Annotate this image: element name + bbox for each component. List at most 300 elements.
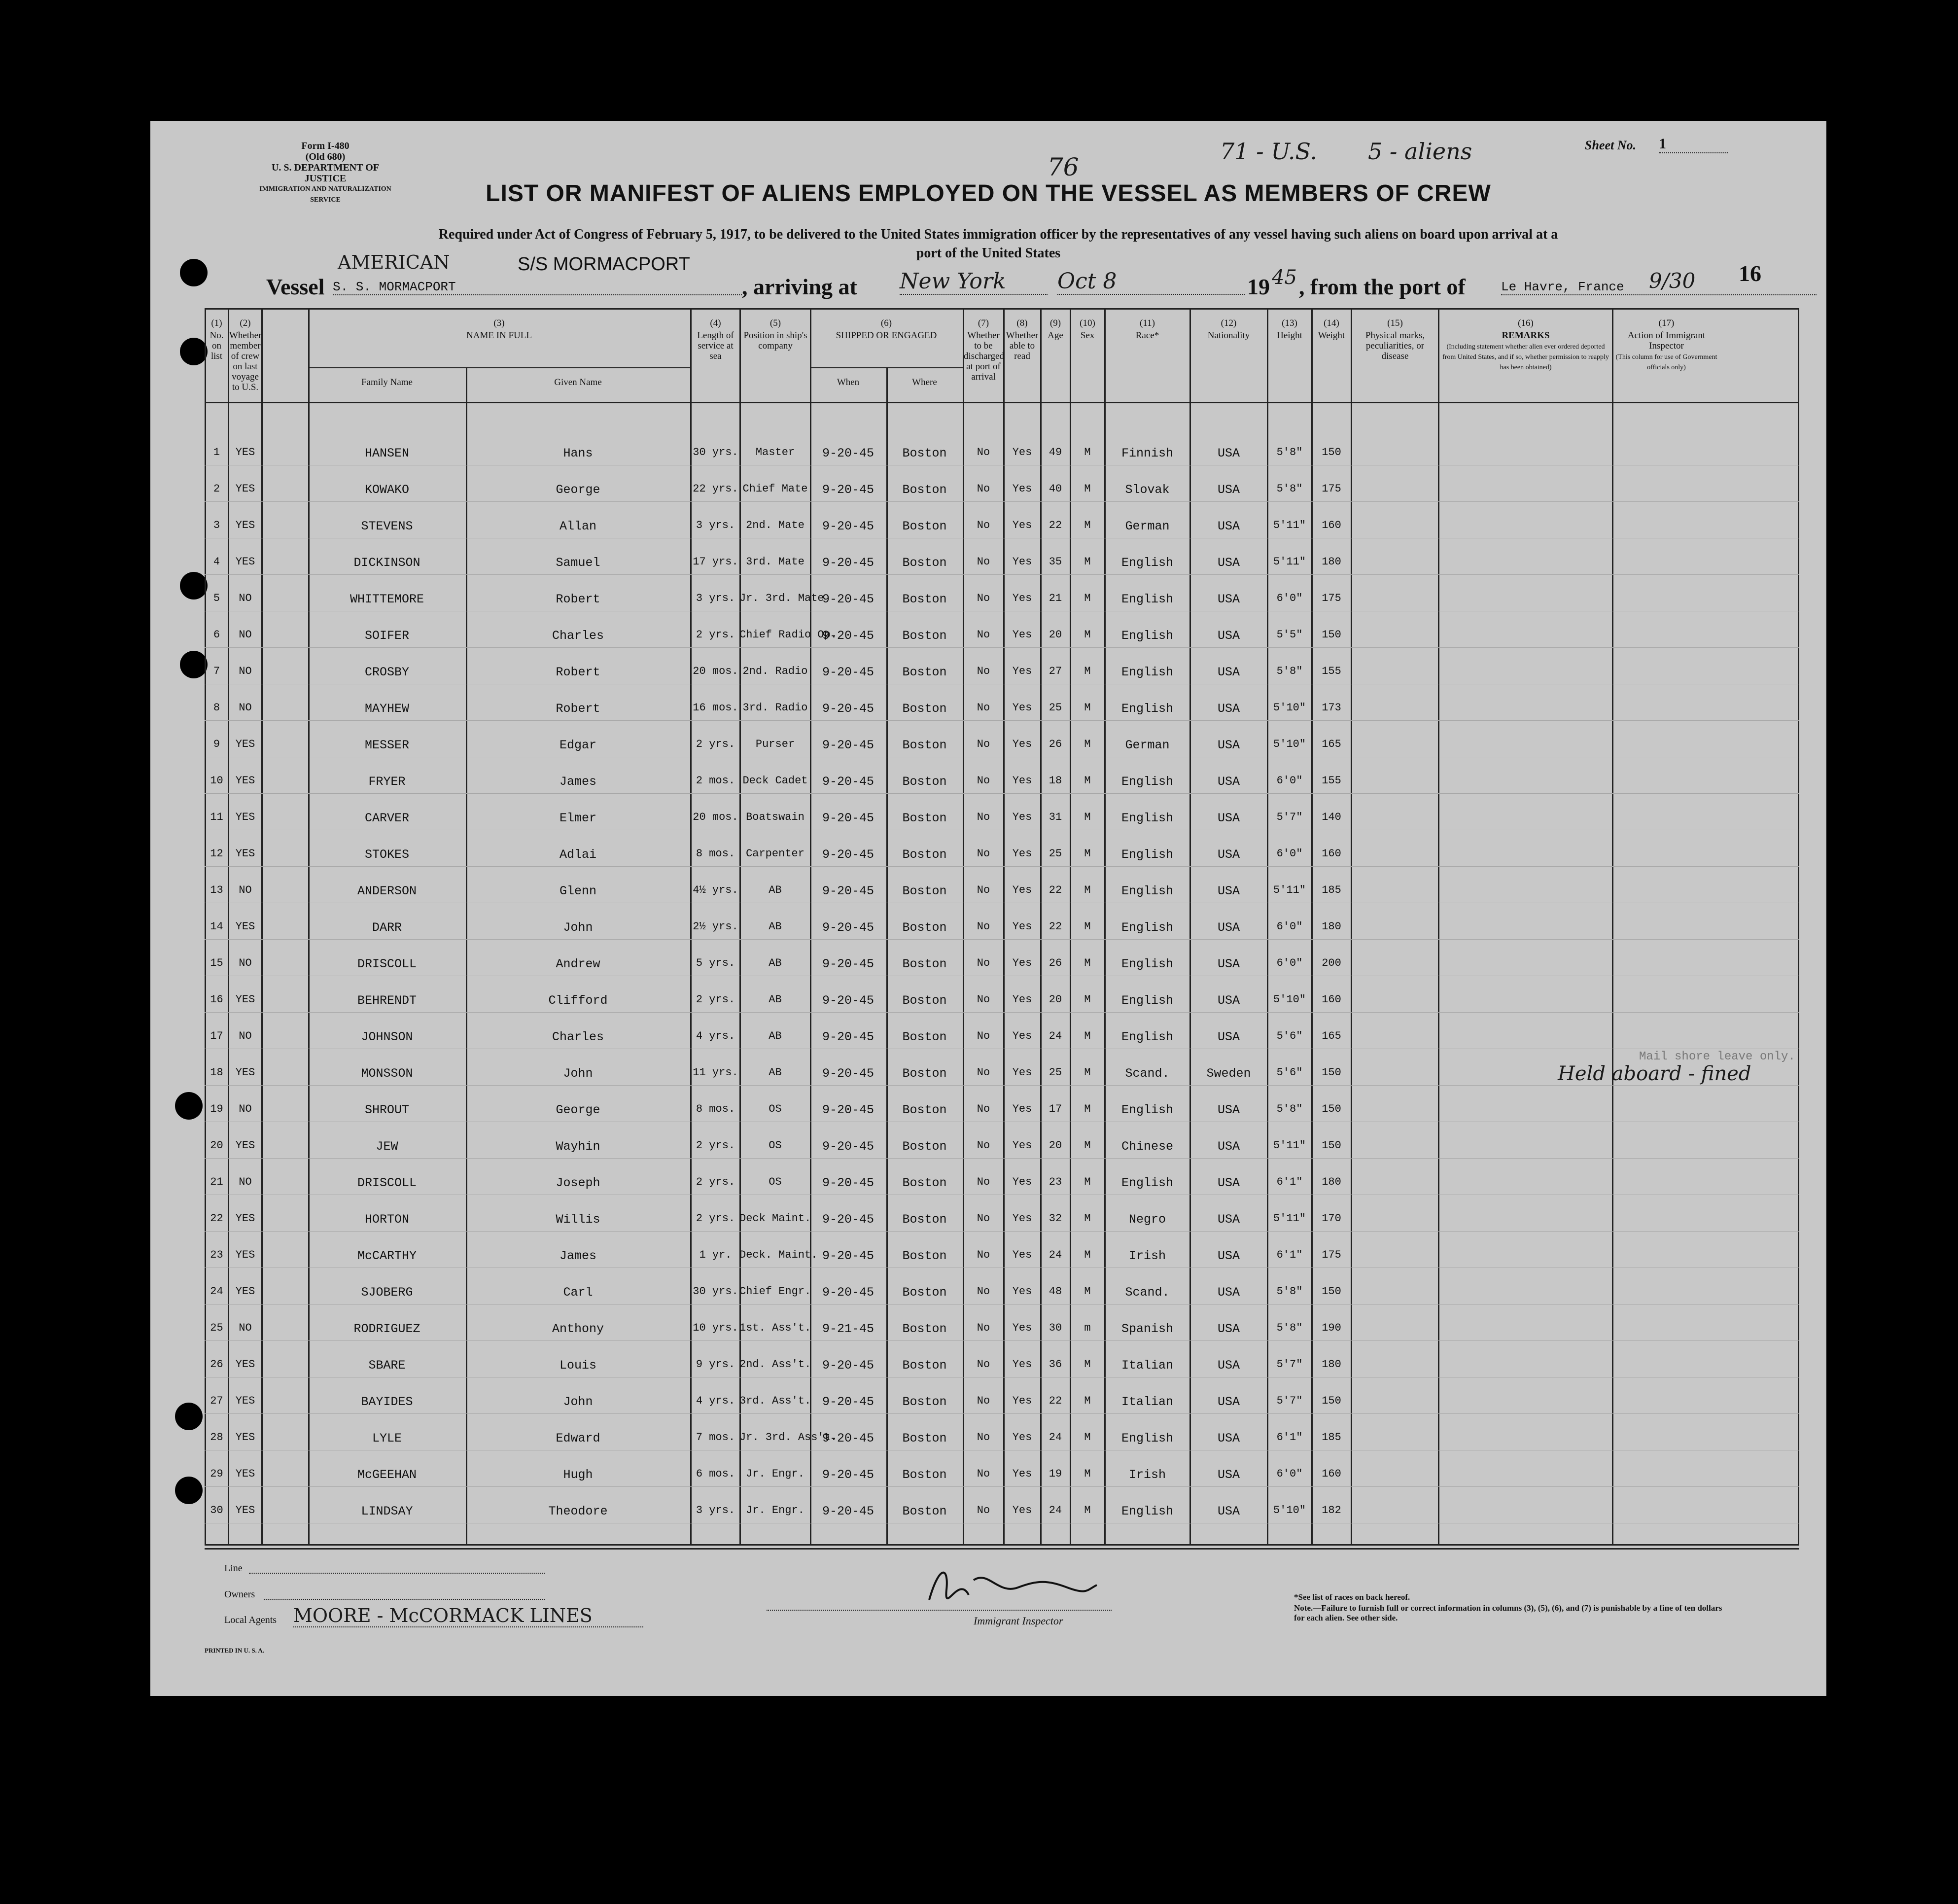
cell-given-name: Louis <box>559 1358 596 1373</box>
cell-no: 28 <box>210 1431 223 1444</box>
note-label: Note. <box>1294 1603 1313 1613</box>
punch-hole <box>180 259 208 286</box>
cell-sex: M <box>1084 519 1091 531</box>
cell-weight: 173 <box>1322 702 1341 714</box>
cell-when: 9-20-45 <box>822 483 874 497</box>
cell-discharged: No <box>977 1504 990 1516</box>
cell-sex: M <box>1084 702 1091 714</box>
cell-nationality: USA <box>1217 665 1240 679</box>
col-header-sex <box>1071 318 1104 341</box>
manifest-subtitle-2: port of the United States <box>916 246 1061 261</box>
cell-when: 9-20-45 <box>822 775 874 789</box>
cell-weight: 185 <box>1322 1431 1341 1444</box>
cell-discharged: No <box>977 629 990 641</box>
cell-height: 5'11" <box>1273 556 1306 568</box>
cell-where: Boston <box>902 811 947 825</box>
cell-discharged: No <box>977 1176 990 1188</box>
cell-where: Boston <box>902 1322 947 1336</box>
cell-when: 9-20-45 <box>822 446 874 460</box>
cell-family-name: KOWAKO <box>364 483 409 497</box>
cell-discharged: No <box>977 1358 990 1371</box>
remark-handwritten: Held aboard - fined <box>1558 1062 1751 1085</box>
handwritten-total: 76 <box>1048 153 1079 181</box>
cell-last-voyage: NO <box>239 665 252 677</box>
cell-age: 24 <box>1049 1504 1062 1516</box>
cell-read: Yes <box>1012 1504 1032 1516</box>
cell-given-name: Robert <box>556 702 600 716</box>
cell-nationality: USA <box>1217 993 1240 1008</box>
col-header-last-voyage <box>229 318 261 392</box>
cell-nationality: USA <box>1217 1431 1240 1446</box>
year-suffix: 45 <box>1272 266 1297 289</box>
cell-sex: M <box>1084 1139 1091 1152</box>
cell-age: 32 <box>1049 1212 1062 1225</box>
cell-given-name: Andrew <box>556 957 600 971</box>
handwritten-us-count: 71 - U.S. <box>1220 138 1317 165</box>
row-rule <box>205 647 1799 648</box>
cell-nationality: USA <box>1217 1322 1240 1336</box>
cell-read: Yes <box>1012 1030 1032 1042</box>
cell-nationality: USA <box>1217 1176 1240 1190</box>
cell-where: Boston <box>902 556 947 570</box>
cell-when: 9-20-45 <box>822 592 874 606</box>
cell-position: 1st. Ass't. <box>739 1322 811 1334</box>
cell-family-name: SJOBERG <box>361 1285 413 1300</box>
cell-where: Boston <box>902 1212 947 1227</box>
cell-sex: M <box>1084 1249 1091 1261</box>
cell-weight: 150 <box>1322 1103 1341 1115</box>
col-label: Race* <box>1135 330 1159 341</box>
cell-no: 21 <box>210 1176 223 1188</box>
line-label: Line <box>224 1563 243 1574</box>
cell-where: Boston <box>902 1030 947 1044</box>
cell-read: Yes <box>1012 702 1032 714</box>
cell-sex: M <box>1084 1468 1091 1480</box>
cell-discharged: No <box>977 1395 990 1407</box>
cell-discharged: No <box>977 1285 990 1298</box>
cell-nationality: USA <box>1217 1139 1240 1154</box>
cell-service: 20 mos. <box>693 811 738 823</box>
fine-note <box>1294 1603 1728 1623</box>
cell-family-name: BEHRENDT <box>357 993 417 1008</box>
cell-weight: 155 <box>1322 775 1341 787</box>
cell-family-name: SHROUT <box>364 1103 409 1117</box>
cell-read: Yes <box>1012 556 1032 568</box>
cell-sex: M <box>1084 1395 1091 1407</box>
col-num: (15) <box>1387 318 1403 328</box>
cell-when: 9-20-45 <box>822 1468 874 1482</box>
cell-age: 24 <box>1049 1249 1062 1261</box>
cell-age: 19 <box>1049 1468 1062 1480</box>
printed-in: PRINTED IN U. S. A. <box>205 1647 264 1654</box>
cell-discharged: No <box>977 1431 990 1444</box>
header-divider <box>205 402 1799 403</box>
cell-weight: 160 <box>1322 847 1341 860</box>
cell-when: 9-20-45 <box>822 1395 874 1409</box>
cell-height: 5'5" <box>1276 629 1303 641</box>
punch-hole <box>175 1403 203 1430</box>
cell-sex: M <box>1084 1358 1091 1371</box>
cell-no: 9 <box>213 738 220 750</box>
cell-read: Yes <box>1012 1431 1032 1444</box>
remark-typed: Mail shore leave only. <box>1639 1050 1795 1063</box>
cell-race: Finnish <box>1121 446 1174 460</box>
cell-last-voyage: YES <box>235 1504 255 1516</box>
cell-given-name: Glenn <box>559 884 596 898</box>
col-label: Action of Immigrant Inspector <box>1627 330 1706 351</box>
cell-no: 10 <box>210 775 223 787</box>
cell-position: 3rd. Mate <box>746 556 804 568</box>
cell-race: English <box>1121 811 1174 825</box>
cell-given-name: John <box>563 1066 593 1081</box>
cell-when: 9-20-45 <box>822 811 874 825</box>
cell-last-voyage: YES <box>235 1358 255 1371</box>
inspector-signature <box>919 1560 1107 1615</box>
row-rule <box>205 1231 1799 1232</box>
arriving-label: , arriving at <box>742 274 857 299</box>
cell-where: Boston <box>902 1358 947 1373</box>
cell-when: 9-20-45 <box>822 1431 874 1446</box>
cell-service: 17 yrs. <box>693 556 738 568</box>
col-sublabel: (This column for use of Government officials only) <box>1615 353 1717 371</box>
cell-race: German <box>1125 519 1170 533</box>
cell-where: Boston <box>902 1249 947 1263</box>
cell-given-name: Adlai <box>559 847 596 862</box>
cell-nationality: USA <box>1217 775 1240 789</box>
cell-where: Boston <box>902 1139 947 1154</box>
cell-race: English <box>1121 1431 1174 1446</box>
cell-race: Spanish <box>1121 1322 1174 1336</box>
cell-sex: M <box>1084 1030 1091 1042</box>
cell-age: 20 <box>1049 1139 1062 1152</box>
cell-weight: 170 <box>1322 1212 1341 1225</box>
vessel-label: Vessel <box>266 274 325 299</box>
cell-last-voyage: NO <box>239 1322 252 1334</box>
cell-family-name: SBARE <box>368 1358 406 1373</box>
cell-nationality: USA <box>1217 483 1240 497</box>
cell-no: 3 <box>213 519 220 531</box>
row-rule <box>205 1486 1799 1487</box>
cell-family-name: BAYIDES <box>361 1395 413 1409</box>
cell-given-name: Joseph <box>556 1176 600 1190</box>
cell-read: Yes <box>1012 1358 1032 1371</box>
col-num: (12) <box>1221 318 1237 328</box>
cell-read: Yes <box>1012 1212 1032 1225</box>
cell-sex: M <box>1084 556 1091 568</box>
column-divider <box>1612 308 1613 1546</box>
cell-position: Jr. Engr. <box>746 1468 804 1480</box>
col-header-discharged <box>964 318 1003 382</box>
cell-read: Yes <box>1012 920 1032 933</box>
cell-family-name: SOIFER <box>364 629 409 643</box>
cell-read: Yes <box>1012 957 1032 969</box>
cell-given-name: Wayhin <box>556 1139 600 1154</box>
cell-nationality: USA <box>1217 884 1240 898</box>
cell-last-voyage: YES <box>235 738 255 750</box>
cell-last-voyage: YES <box>235 519 255 531</box>
cell-where: Boston <box>902 1066 947 1081</box>
cell-nationality: USA <box>1217 592 1240 606</box>
cell-read: Yes <box>1012 665 1032 677</box>
col-label: REMARKS <box>1502 330 1550 341</box>
cell-where: Boston <box>902 920 947 935</box>
cell-discharged: No <box>977 811 990 823</box>
cell-given-name: Carl <box>563 1285 593 1300</box>
cell-nationality: USA <box>1217 446 1240 460</box>
cell-no: 7 <box>213 665 220 677</box>
note-text: —Failure to furnish full or correct information in columns (3), (5), (6), and (7) is punishable by a fine of ten dollars for each alien. See other side. <box>1294 1603 1722 1622</box>
arriving-port: New York <box>900 269 1048 295</box>
cell-position: Carpenter <box>746 847 804 860</box>
punch-hole <box>180 572 208 599</box>
cell-discharged: No <box>977 884 990 896</box>
cell-nationality: USA <box>1217 1395 1240 1409</box>
cell-position: OS <box>769 1176 782 1188</box>
cell-height: 6'0" <box>1276 957 1303 969</box>
cell-position: AB <box>769 957 782 969</box>
cell-age: 24 <box>1049 1431 1062 1444</box>
vessel-name-stamp: S/S MORMACPORT <box>518 254 690 275</box>
cell-height: 5'10" <box>1273 993 1306 1006</box>
cell-where: Boston <box>902 483 947 497</box>
cell-service: 1 yr. <box>699 1249 732 1261</box>
cell-when: 9-20-45 <box>822 1139 874 1154</box>
cell-where: Boston <box>902 1176 947 1190</box>
cell-position: 2nd. Radio <box>742 665 808 677</box>
cell-nationality: USA <box>1217 920 1240 935</box>
cell-height: 5'11" <box>1273 519 1306 531</box>
cell-last-voyage: YES <box>235 1249 255 1261</box>
cell-read: Yes <box>1012 884 1032 896</box>
races-note: *See list of races on back hereof. <box>1294 1592 1410 1602</box>
cell-where: Boston <box>902 1285 947 1300</box>
cell-no: 16 <box>210 993 223 1006</box>
cell-weight: 200 <box>1322 957 1341 969</box>
cell-age: 21 <box>1049 592 1062 604</box>
row-rule <box>205 1340 1799 1341</box>
cell-last-voyage: YES <box>235 1468 255 1480</box>
punch-hole <box>175 1092 203 1120</box>
cell-nationality: USA <box>1217 1212 1240 1227</box>
cell-family-name: WHITTEMORE <box>350 592 424 606</box>
cell-sex: M <box>1084 993 1091 1006</box>
cell-nationality: USA <box>1217 1468 1240 1482</box>
cell-when: 9-20-45 <box>822 993 874 1008</box>
form-number: Form I-480 <box>301 141 350 151</box>
line-field <box>249 1573 545 1574</box>
cell-last-voyage: YES <box>235 1139 255 1152</box>
cell-height: 6'1" <box>1276 1431 1303 1444</box>
cell-race: Negro <box>1128 1212 1166 1227</box>
cell-service: 2 yrs. <box>696 993 735 1006</box>
cell-race: Irish <box>1128 1468 1166 1482</box>
cell-age: 25 <box>1049 847 1062 860</box>
cell-age: 20 <box>1049 993 1062 1006</box>
cell-no: 14 <box>210 920 223 933</box>
cell-service: 4½ yrs. <box>693 884 738 896</box>
cell-position: AB <box>769 884 782 896</box>
row-rule <box>205 866 1799 867</box>
cell-service: 22 yrs. <box>693 483 738 495</box>
cell-read: Yes <box>1012 519 1032 531</box>
cell-nationality: USA <box>1217 1285 1240 1300</box>
cell-height: 5'7" <box>1276 1358 1303 1371</box>
col-header-read <box>1004 318 1040 361</box>
col-label: Position in ship's company <box>743 330 807 351</box>
cell-age: 40 <box>1049 483 1062 495</box>
cell-race: English <box>1121 1103 1174 1117</box>
row-rule <box>205 1158 1799 1159</box>
cell-read: Yes <box>1012 1103 1032 1115</box>
cell-sex: M <box>1084 811 1091 823</box>
cell-given-name: Willis <box>556 1212 600 1227</box>
cell-discharged: No <box>977 738 990 750</box>
col-label: Whether able to read <box>1006 330 1039 361</box>
cell-race: Scand. <box>1125 1066 1170 1081</box>
cell-height: 5'7" <box>1276 811 1303 823</box>
cell-race: English <box>1121 1504 1174 1518</box>
col-header-age <box>1041 318 1070 341</box>
cell-position: OS <box>769 1103 782 1115</box>
cell-read: Yes <box>1012 1066 1032 1079</box>
cell-weight: 182 <box>1322 1504 1341 1516</box>
cell-when: 9-20-45 <box>822 519 874 533</box>
cell-last-voyage: YES <box>235 775 255 787</box>
cell-when: 9-20-45 <box>822 1212 874 1227</box>
cell-when: 9-20-45 <box>822 1066 874 1081</box>
cell-read: Yes <box>1012 1176 1032 1188</box>
cell-when: 9-20-45 <box>822 847 874 862</box>
cell-service: 3 yrs. <box>696 592 735 604</box>
cell-given-name: Clifford <box>548 993 608 1008</box>
cell-position: 2nd. Mate <box>746 519 804 531</box>
cell-last-voyage: YES <box>235 1395 255 1407</box>
cell-nationality: USA <box>1217 1103 1240 1117</box>
cell-family-name: CROSBY <box>364 665 409 679</box>
cell-position: Deck. Maint. <box>739 1249 818 1261</box>
col-subheader-where: Where <box>912 377 937 388</box>
cell-where: Boston <box>902 884 947 898</box>
cell-last-voyage: NO <box>239 1103 252 1115</box>
col-num: (14) <box>1324 318 1339 328</box>
page-number: 16 <box>1739 261 1761 286</box>
owners-field <box>264 1599 545 1600</box>
cell-service: 20 mos. <box>693 665 738 677</box>
cell-weight: 175 <box>1322 1249 1341 1261</box>
cell-height: 6'1" <box>1276 1176 1303 1188</box>
col-header-no <box>206 318 228 361</box>
cell-position: OS <box>769 1139 782 1152</box>
cell-race: English <box>1121 592 1174 606</box>
cell-race: English <box>1121 993 1174 1008</box>
cell-no: 26 <box>210 1358 223 1371</box>
cell-when: 9-21-45 <box>822 1322 874 1336</box>
cell-discharged: No <box>977 556 990 568</box>
cell-age: 48 <box>1049 1285 1062 1298</box>
cell-given-name: George <box>556 483 600 497</box>
cell-position: 3rd. Ass't. <box>739 1395 811 1407</box>
cell-family-name: DRISCOLL <box>357 957 417 971</box>
agents-value: MOORE - McCORMACK LINES <box>293 1605 643 1627</box>
cell-weight: 160 <box>1322 1468 1341 1480</box>
cell-height: 5'11" <box>1273 1139 1306 1152</box>
punch-hole <box>175 1477 203 1504</box>
column-divider <box>261 308 263 1546</box>
handwritten-alien-count: 5 - aliens <box>1368 138 1472 165</box>
cell-height: 5'6" <box>1276 1066 1303 1079</box>
cell-age: 26 <box>1049 738 1062 750</box>
cell-weight: 155 <box>1322 665 1341 677</box>
cell-family-name: MESSER <box>364 738 409 752</box>
cell-last-voyage: YES <box>235 483 255 495</box>
col-num: (9) <box>1049 318 1061 328</box>
cell-age: 18 <box>1049 775 1062 787</box>
from-port-label: , from the port of <box>1299 274 1466 299</box>
cell-when: 9-20-45 <box>822 884 874 898</box>
cell-position: Jr. 3rd. Mate <box>739 592 824 604</box>
cell-age: 20 <box>1049 629 1062 641</box>
cell-given-name: John <box>563 920 593 935</box>
cell-family-name: JEW <box>376 1139 398 1154</box>
row-rule <box>205 1085 1799 1086</box>
col-num: (7) <box>978 318 989 328</box>
cell-read: Yes <box>1012 629 1032 641</box>
cell-position: Chief Radio Op. <box>739 629 838 641</box>
cell-weight: 165 <box>1322 1030 1341 1042</box>
cell-where: Boston <box>902 1395 947 1409</box>
cell-sex: M <box>1084 884 1091 896</box>
cell-height: 5'11" <box>1273 1212 1306 1225</box>
cell-service: 7 mos. <box>696 1431 735 1444</box>
cell-family-name: LINDSAY <box>361 1504 413 1518</box>
cell-last-voyage: YES <box>235 811 255 823</box>
row-rule <box>205 1012 1799 1013</box>
department: U. S. DEPARTMENT OF JUSTICE <box>271 162 380 184</box>
cell-nationality: Sweden <box>1206 1066 1251 1081</box>
cell-discharged: No <box>977 957 990 969</box>
col-label: Whether to be discharged at port of arrival <box>964 330 1004 382</box>
col-label: SHIPPED OR ENGAGED <box>836 330 937 341</box>
cell-when: 9-20-45 <box>822 738 874 752</box>
cell-given-name: Charles <box>552 1030 604 1044</box>
cell-service: 8 mos. <box>696 847 735 860</box>
cell-service: 8 mos. <box>696 1103 735 1115</box>
cell-weight: 165 <box>1322 738 1341 750</box>
cell-where: Boston <box>902 1468 947 1482</box>
cell-family-name: FRYER <box>368 775 406 789</box>
cell-race: Irish <box>1128 1249 1166 1263</box>
cell-position: 3rd. Radio <box>742 702 808 714</box>
cell-when: 9-20-45 <box>822 629 874 643</box>
punch-hole <box>180 651 208 678</box>
row-rule <box>205 793 1799 794</box>
cell-where: Boston <box>902 993 947 1008</box>
col-num: (6) <box>880 318 892 328</box>
cell-read: Yes <box>1012 1468 1032 1480</box>
cell-last-voyage: YES <box>235 446 255 458</box>
cell-weight: 185 <box>1322 884 1341 896</box>
cell-height: 6'0" <box>1276 1468 1303 1480</box>
cell-weight: 175 <box>1322 483 1341 495</box>
cell-given-name: James <box>559 775 596 789</box>
cell-position: 2nd. Ass't. <box>739 1358 811 1371</box>
cell-nationality: USA <box>1217 1358 1240 1373</box>
cell-read: Yes <box>1012 1285 1032 1298</box>
cell-read: Yes <box>1012 592 1032 604</box>
cell-service: 30 yrs. <box>693 446 738 458</box>
cell-discharged: No <box>977 665 990 677</box>
cell-discharged: No <box>977 702 990 714</box>
